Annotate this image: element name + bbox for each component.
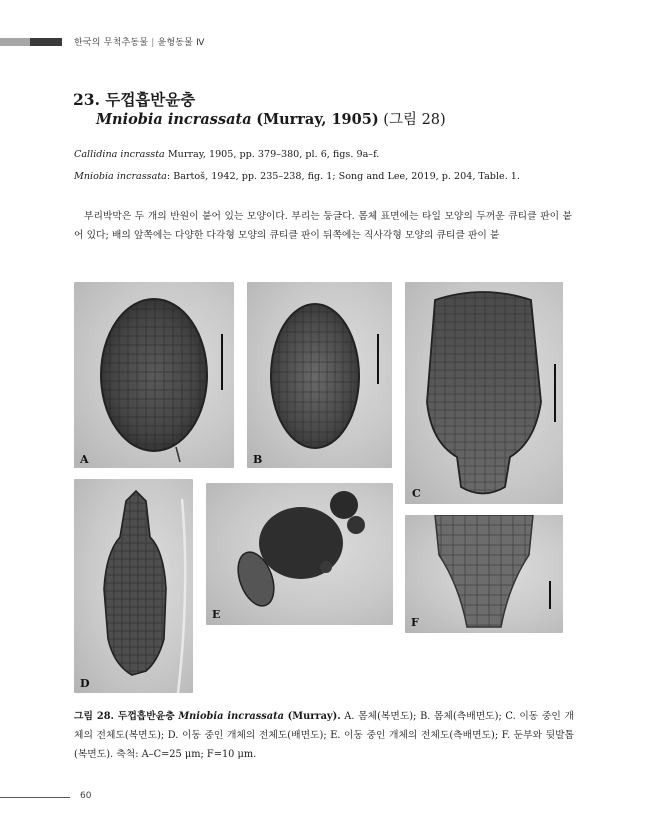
species-heading: 23. 두껍흡반윤충 <box>73 90 196 109</box>
figure-caption <box>74 707 574 764</box>
synonym-ref: Murray, 1905, pp. 379–380, pl. 6, figs. 9a–f. <box>164 149 380 160</box>
panel-label-d: D <box>80 677 90 690</box>
caption-text: A. 몸체(복면도); B. 몸체(측배면도); C. 이동 중인 개체의 전체도(복면도); D. 이동 중인 개체의 전체도(배면도); E. 이동 중인 개체의 전체도(측배면도); F. 둔부와 뒷발톱(복면도). 축척: A–C=25 μm; F=10 μm. <box>74 711 574 760</box>
micrograph-panel-f <box>405 515 563 633</box>
panel-label-b: B <box>253 453 263 466</box>
scale-bar <box>549 581 551 609</box>
series-title: 윤형동물 Ⅳ <box>157 38 205 48</box>
sci-name: Mniobia incrassata <box>96 111 252 128</box>
caption-sci-name: Mniobia incrassata <box>178 711 284 722</box>
rotifer-body-image <box>405 515 563 633</box>
rotifer-body-image <box>74 479 193 693</box>
book-title: 한국의 무척추동물 <box>74 38 149 48</box>
scale-bar <box>377 334 379 384</box>
species-scientific-name <box>96 108 446 129</box>
caption-authority: (Murray). <box>287 711 341 722</box>
panel-label-c: C <box>412 487 421 500</box>
header-accent-light <box>0 38 30 46</box>
header-accent-dark <box>30 38 62 46</box>
rotifer-body-image <box>405 282 563 504</box>
micrograph-panel-b <box>247 282 392 468</box>
footer-rule <box>0 797 70 798</box>
scale-bar <box>554 364 556 422</box>
rotifer-body-image <box>74 282 234 468</box>
panel-label-a: A <box>80 453 89 466</box>
synonym-name: Mniobia incrassata <box>74 171 167 182</box>
synonym-entry <box>74 171 520 183</box>
page-number: 60 <box>80 791 92 801</box>
synonym-ref: : Bartoš, 1942, pp. 235–238, fig. 1; Song and Lee, 2019, p. 204, Table. 1. <box>166 171 520 182</box>
scale-bar <box>221 334 223 390</box>
rotifer-body-image <box>247 282 392 468</box>
sci-authority: (Murray, 1905) <box>256 111 379 128</box>
micrograph-panel-c <box>405 282 563 504</box>
micrograph-panel-d <box>74 479 193 693</box>
caption-number: 그림 28. 두껍흡반윤충 <box>74 711 175 722</box>
micrograph-panel-a <box>74 282 234 468</box>
synonym-entry <box>74 149 379 161</box>
rotifer-body-image <box>206 483 393 625</box>
synonym-name: Callidina incrassta <box>74 149 165 160</box>
panel-label-e: E <box>212 608 221 621</box>
panel-label-f: F <box>411 616 419 629</box>
micrograph-panel-e <box>206 483 393 625</box>
description-paragraph: 부리박막은 두 개의 반원이 붙어 있는 모양이다. 부리는 둥글다. 몸체 표면에는 타일 모양의 두꺼운 큐티클 판이 붙어 있다; 배의 앞쪽에는 다양한 다각형 모양의 큐티클 판이 뒤쪽에는 직사각형 모양의 큐티클 판이 붙 <box>74 211 572 241</box>
figure-reference: (그림 28) <box>383 112 446 128</box>
running-header: 한국의 무척추동물 | 윤형동물 Ⅳ <box>74 38 205 48</box>
